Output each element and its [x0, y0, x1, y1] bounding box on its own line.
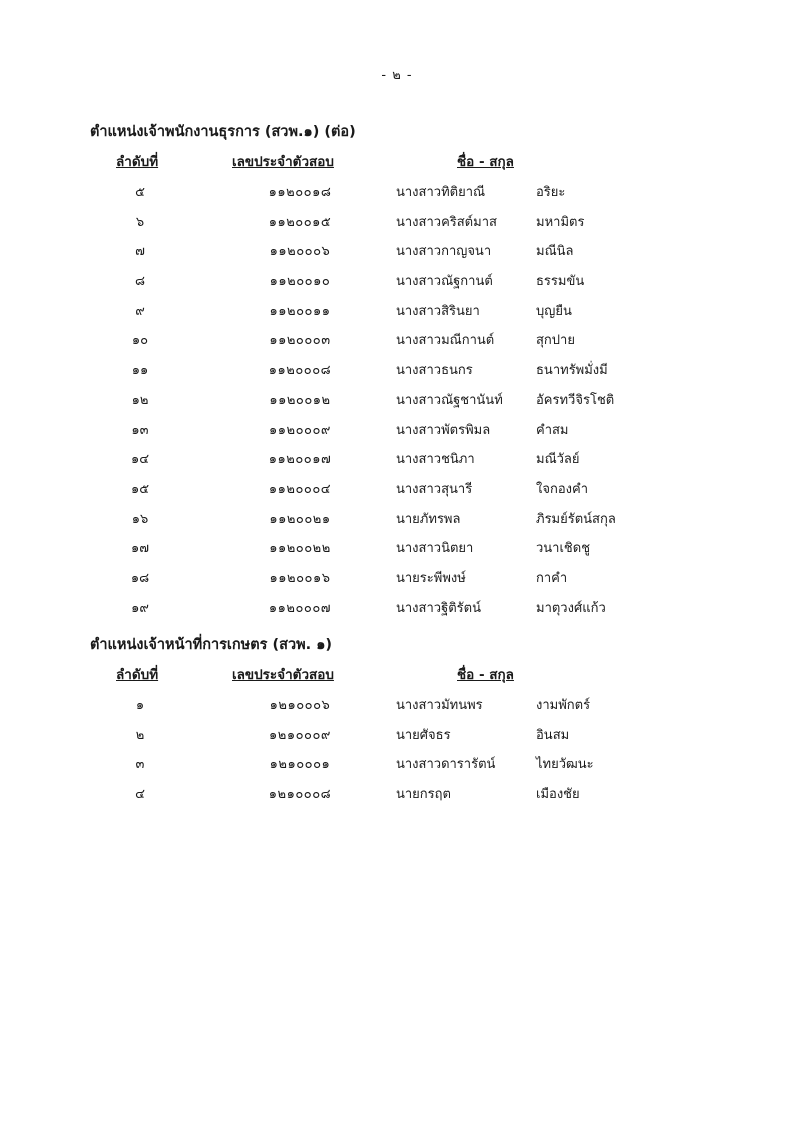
column-headers [90, 150, 710, 178]
page-number: - ๒ - [381, 68, 413, 83]
order-cell: ๖ [135, 214, 145, 230]
order-cell: ๑๗ [130, 541, 150, 557]
last-name-cell: กาคำ [536, 570, 568, 586]
last-name-cell: งามพักตร์ [536, 698, 591, 713]
exam-id-cell: ๑๒๑๐๐๐๘ [268, 787, 332, 803]
section-title: ตำแหน่งเจ้าหน้าที่การเกษตร (สวพ. ๑) [90, 637, 333, 653]
last-name-cell: ใจกองคำ [536, 481, 588, 497]
order-cell: ๑๘ [130, 570, 150, 586]
exam-id-cell: ๑๒๑๐๐๐๑ [269, 757, 331, 773]
last-name-cell: ไทยวัฒนะ [536, 757, 594, 773]
exam-id-cell: ๑๑๒๐๐๐๖ [269, 244, 331, 260]
exam-id-cell: ๑๑๒๐๐๐๙ [269, 422, 331, 438]
last-name-cell: มาตุวงศ์แก้ว [536, 600, 606, 616]
table-row [90, 780, 710, 810]
first-name-cell: นางสาวมัทนพร [396, 698, 483, 713]
section-admin-officer [90, 120, 710, 623]
header-order: ลำดับที่ [116, 154, 159, 170]
order-cell: ๑๐ [131, 333, 149, 349]
header-order: ลำดับที่ [116, 667, 159, 683]
table-row [90, 237, 710, 267]
order-cell: ๑๓ [131, 422, 149, 438]
order-cell: ๘ [134, 274, 146, 290]
table-row [90, 721, 710, 751]
header-exam-id: เลขประจำตัวสอบ [232, 154, 334, 170]
last-name-cell: มณีวัลย์ [536, 452, 580, 468]
first-name-cell: นางสาวทิติยาณี [396, 185, 486, 200]
first-name-cell: นางสาวณัฐชานันท์ [396, 392, 503, 408]
exam-id-cell: ๑๑๒๐๐๑๕ [268, 214, 332, 230]
table-row [90, 475, 710, 505]
exam-id-cell: ๑๑๒๐๐๑๑ [269, 303, 331, 319]
first-name-cell: นายภัทรพล [396, 511, 461, 527]
first-name-cell: นางสาวธนกร [396, 363, 473, 379]
table-row [90, 326, 710, 356]
exam-id-cell: ๑๑๒๐๐๑๖ [269, 570, 331, 586]
order-cell: ๗ [135, 244, 145, 260]
exam-id-cell: ๑๑๒๐๐๐๘ [268, 363, 332, 379]
table-row [90, 267, 710, 297]
table-row [90, 178, 710, 208]
exam-id-cell: ๑๑๒๐๐๐๗ [268, 600, 332, 616]
first-name-cell: นายกรฤต [396, 787, 451, 803]
first-name-cell: นางสาวสุนารี [396, 481, 473, 497]
candidate-list [90, 178, 710, 623]
last-name-cell: ธนาทรัพมั่งมี [536, 363, 608, 379]
last-name-cell: อัครทวีจิรโชติ [536, 392, 615, 408]
last-name-cell: มณีนิล [536, 244, 574, 260]
order-cell: ๑๖ [131, 511, 149, 527]
exam-id-cell: ๑๑๒๐๐๑๐ [269, 274, 331, 290]
table-row [90, 356, 710, 386]
exam-id-cell: ๑๒๑๐๐๐๙ [269, 727, 331, 743]
first-name-cell: นางสาวณัฐกานต์ [396, 274, 493, 290]
first-name-cell: นางสาวนิตยา [396, 541, 474, 557]
exam-id-cell: ๑๑๒๐๐๐๓ [269, 333, 331, 349]
table-row [90, 297, 710, 327]
order-cell: ๑๕ [130, 481, 150, 497]
order-cell: ๑๒ [131, 392, 149, 408]
order-cell: ๑๔ [130, 452, 150, 468]
first-name-cell: นางสาวมณีกานต์ [396, 333, 495, 349]
table-row [90, 594, 710, 624]
last-name-cell: มหามิตร [536, 214, 585, 230]
first-name-cell: นางสาวกาญจนา [396, 244, 492, 260]
last-name-cell: สุกปาย [536, 333, 575, 349]
exam-id-cell: ๑๑๒๐๐๑๘ [268, 185, 332, 200]
table-row [90, 564, 710, 594]
last-name-cell: ภิรมย์รัตน์สกุล [536, 511, 616, 527]
table-row [90, 691, 710, 721]
last-name-cell: อริยะ [536, 185, 566, 200]
table-row [90, 445, 710, 475]
last-name-cell: คำสม [536, 422, 569, 438]
order-cell: ๓ [135, 757, 145, 773]
table-row [90, 750, 710, 780]
order-cell: ๙ [135, 303, 145, 319]
header-exam-id: เลขประจำตัวสอบ [232, 667, 334, 683]
first-name-cell: นายศัจธร [396, 727, 451, 743]
order-cell: ๑๙ [131, 600, 149, 616]
table-row [90, 416, 710, 446]
last-name-cell: เมืองชัย [536, 787, 580, 803]
table-row [90, 208, 710, 238]
first-name-cell: นางสาวฐิติรัตน์ [396, 600, 481, 616]
section-title: ตำแหน่งเจ้าพนักงานธุรการ (สวพ.๑) (ต่อ) [90, 124, 356, 140]
candidate-list [90, 691, 710, 810]
header-name: ชื่อ - สกุล [457, 154, 514, 170]
table-row [90, 386, 710, 416]
first-name-cell: นางสาวคริสต์มาส [396, 214, 497, 230]
exam-id-cell: ๑๑๒๐๐๑๒ [269, 392, 331, 408]
section-agriculture-officer [90, 633, 710, 810]
order-cell: ๕ [135, 185, 145, 200]
first-name-cell: นางสาวพัตรพิมล [396, 422, 491, 438]
last-name-cell: ธรรมขัน [536, 274, 585, 290]
table-row [90, 505, 710, 535]
exam-id-cell: ๑๑๒๐๐๐๔ [268, 481, 332, 497]
table-row [90, 534, 710, 564]
order-cell: ๑ [135, 698, 145, 713]
first-name-cell: นายระพีพงษ์ [396, 570, 466, 586]
exam-id-cell: ๑๑๒๐๐๒๑ [269, 511, 331, 527]
order-cell: ๑๑ [131, 363, 149, 379]
last-name-cell: อินสม [536, 727, 570, 743]
column-headers [90, 663, 710, 691]
last-name-cell: บุญยืน [536, 303, 572, 319]
order-cell: ๒ [135, 727, 145, 743]
order-cell: ๔ [135, 787, 145, 803]
header-name: ชื่อ - สกุล [457, 667, 514, 683]
last-name-cell: วนาเชิดชู [536, 541, 591, 557]
first-name-cell: นางสาวชนิภา [396, 452, 475, 468]
exam-id-cell: ๑๑๒๐๐๑๗ [268, 452, 332, 468]
exam-id-cell: ๑๑๒๐๐๒๒ [269, 541, 331, 557]
first-name-cell: นางสาวดารารัตน์ [396, 757, 496, 773]
exam-id-cell: ๑๒๑๐๐๐๖ [269, 698, 331, 713]
first-name-cell: นางสาวสิรินยา [396, 303, 480, 319]
